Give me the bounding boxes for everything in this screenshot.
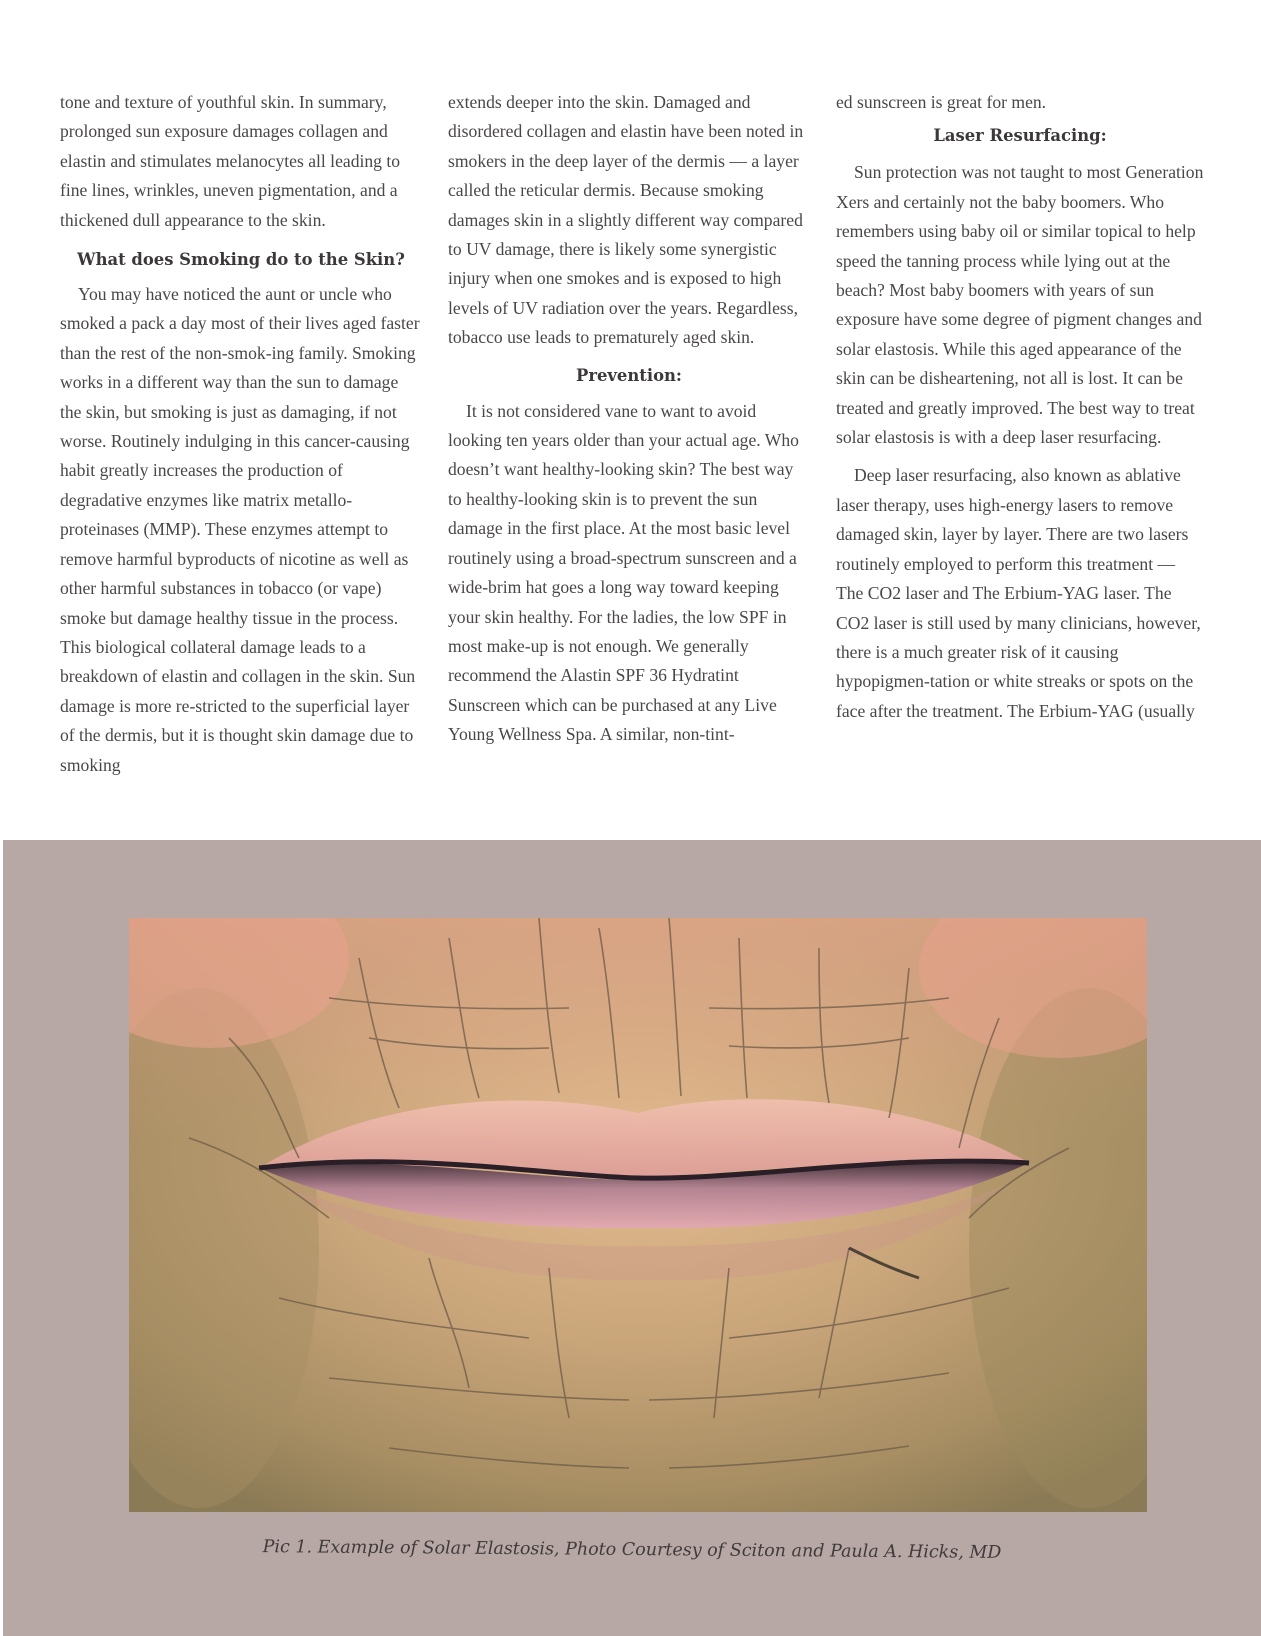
figure-caption: Pic 1. Example of Solar Elastosis, Photo Courtesy of Sciton and Paula A. Hicks, MD [262, 1537, 1002, 1563]
figure-band [3, 840, 1261, 1636]
paragraph: tone and texture of youthful skin. In summary, prolonged sun exposure damages collagen and elastin and stimulates melanocytes all leading to fine lines, wrinkles, uneven pigmentation, and a thickened dull appearance to the skin. [60, 92, 401, 230]
section-heading: Prevention: [576, 365, 682, 385]
lips-closeup-illustration [129, 918, 1147, 1512]
paragraph: Deep laser resurfacing, also known as ablative laser therapy, uses high-energy lasers to remove damaged skin, layer by layer. There are two lasers routinely employed to perform this treatment — The CO2 laser and The Erbium-YAG laser. The CO2 laser is still used by many clinicians, however, there is a much greater risk of it causing hypopigmen-tation or white streaks or spots on the face after the treatment. The Erbium-YAG (usually [836, 465, 1201, 721]
paragraph: You may have noticed the aunt or uncle who smoked a pack a day most of their lives aged faster than the rest of the non-smok-ing family. Smoking works in a different way than the sun to damage the skin, but smoking is just as damaging, if not worse. Routinely indulging in this cancer-causing habit greatly increases the production of degradative enzymes like matrix metallo-proteinases (MMP). These enzymes attempt to remove harmful byproducts of nicotine as well as other harmful substances in tobacco (or vape) smoke but damage healthy tissue in the process. This biological collateral damage leads to a breakdown of elastin and collagen in the skin. Sun damage is more re-stricted to the superficial layer of the dermis, but it is thought skin damage due to smoking [60, 284, 420, 775]
text-column-3 [836, 88, 1204, 726]
text-column-2 [448, 88, 810, 750]
paragraph-gap [836, 452, 1204, 461]
solar-elastosis-photo [129, 918, 1147, 1512]
text-column-1 [60, 88, 422, 780]
section-heading: What does Smoking do to the Skin? [77, 250, 405, 270]
section-heading: Laser Resurfacing: [933, 126, 1107, 146]
paragraph: It is not considered vane to want to avoid looking ten years older than your actual age. Who doesn’t want healthy-looking skin? The best way to healthy-looking skin is to prevent the sun damage in the first place. At the most basic level routinely using a broad-spectrum sunscreen and a wide-brim hat goes a long way toward keeping your skin healthy. For the ladies, the low SPF in most make-up is not enough. We generally recommend the Alastin SPF 36 Hydratint Sunscreen which can be purchased at any Live Young Wellness Spa. A similar, non-tint- [448, 400, 799, 745]
paragraph: Sun protection was not taught to most Generation Xers and certainly not the baby boomers. Who remembers using baby oil or similar topical to help speed the tanning process while lying out at the beach? Most baby boomers with years of sun exposure have some degree of pigment changes and solar elastosis. While this aged appearance of the skin can be disheartening, not all is lost. It can be treated and greatly improved. The best way to treat solar elastosis is with a deep laser resurfacing. [836, 162, 1204, 448]
paragraph: extends deeper into the skin. Damaged and disordered collagen and elastin have been noted in smokers in the deep layer of the dermis — a layer called the reticular dermis. Because smoking damages skin in a slightly different way compared to UV damage, there is likely some synergistic injury when one smokes and is exposed to high levels of UV radiation over the years. Regardless, tobacco use leads to prematurely aged skin. [448, 92, 804, 348]
paragraph: ed sunscreen is great for men. [836, 92, 1047, 112]
